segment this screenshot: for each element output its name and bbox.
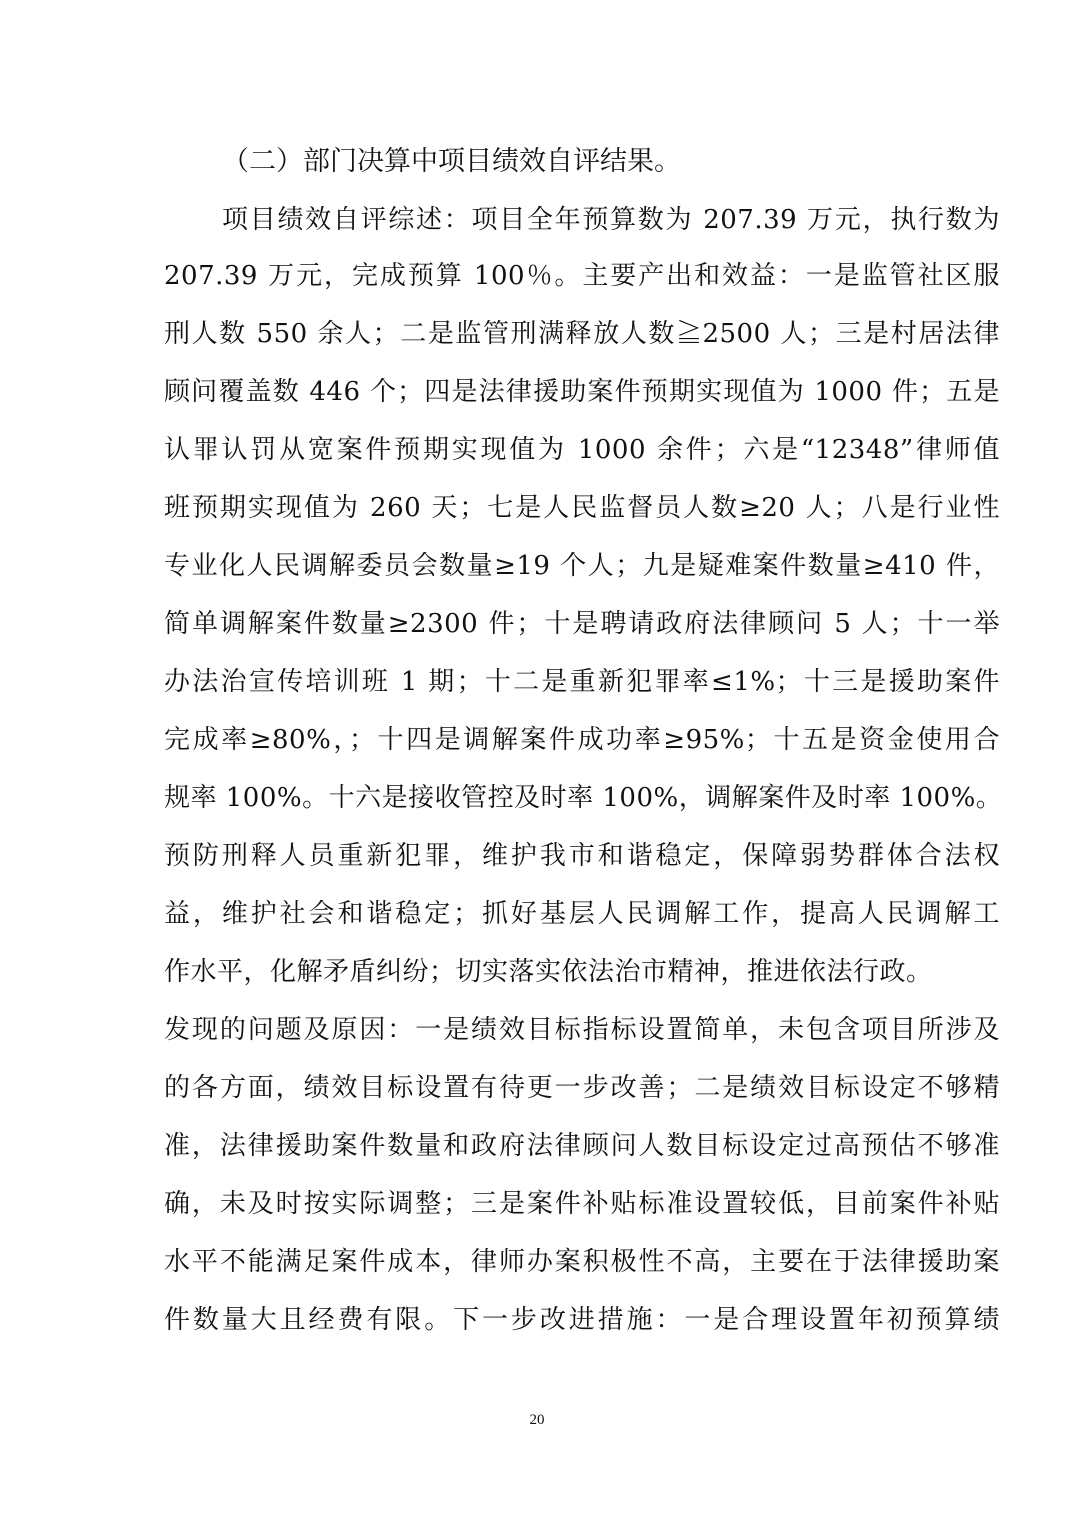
- text-line: 办法治宣传培训班 1 期；十二是重新犯罪率≤1%；十三是援助案件: [164, 667, 1000, 697]
- text-line: 的各方面，绩效目标设置有待更一步改善；二是绩效目标设定不够精: [164, 1073, 1000, 1103]
- text-line: 刑人数 550 余人；二是监管刑满释放人数≧2500 人；三是村居法律: [164, 319, 1000, 349]
- text-line: 完成率≥80%，；十四是调解案件成功率≥95%；十五是资金使用合: [164, 725, 1000, 755]
- text-line: 确，未及时按实际调整；三是案件补贴标准设置较低，目前案件补贴: [164, 1189, 1000, 1219]
- text-line: 认罪认罚从宽案件预期实现值为 1000 余件；六是“12348”律师值: [164, 435, 1000, 465]
- text-line: 项目绩效自评综述：项目全年预算数为 207.39 万元，执行数为: [222, 205, 1000, 235]
- text-line: 班预期实现值为 260 天；七是人民监督员人数≥20 人；八是行业性: [164, 493, 1000, 523]
- text-line: 规率 100%。十六是接收管控及时率 100%，调解案件及时率 100%。: [164, 783, 1003, 813]
- text-line: 207.39 万元，完成预算 100％。主要产出和效益：一是监管社区服: [164, 261, 1000, 291]
- text-line: 作水平，化解矛盾纠纷；切实落实依法治市精神，推进依法行政。: [164, 957, 933, 987]
- section-heading: （二）部门决算中项目绩效自评结果。: [222, 146, 681, 177]
- text-line: 水平不能满足案件成本，律师办案积极性不高，主要在于法律援助案: [164, 1247, 1000, 1277]
- text-line: 准，法律援助案件数量和政府法律顾问人数目标设定过高预估不够准: [164, 1131, 1000, 1161]
- text-line: 专业化人民调解委员会数量≥19 个人；九是疑难案件数量≥410 件，: [164, 551, 1000, 581]
- text-line: 顾问覆盖数 446 个；四是法律援助案件预期实现值为 1000 件；五是: [164, 377, 1000, 407]
- text-line: 益，维护社会和谐稳定；抓好基层人民调解工作，提高人民调解工: [164, 899, 1000, 929]
- text-line: 发现的问题及原因：一是绩效目标指标设置简单，未包含项目所涉及: [164, 1015, 1000, 1045]
- page-number: 20: [529, 1412, 545, 1428]
- text-line: 件数量大且经费有限。下一步改进措施：一是合理设置年初预算绩: [164, 1305, 1000, 1335]
- text-line: 预防刑释人员重新犯罪，维护我市和谐稳定，保障弱势群体合法权: [164, 841, 1000, 871]
- text-line: 简单调解案件数量≥2300 件；十是聘请政府法律顾问 5 人；十一举: [164, 609, 1000, 639]
